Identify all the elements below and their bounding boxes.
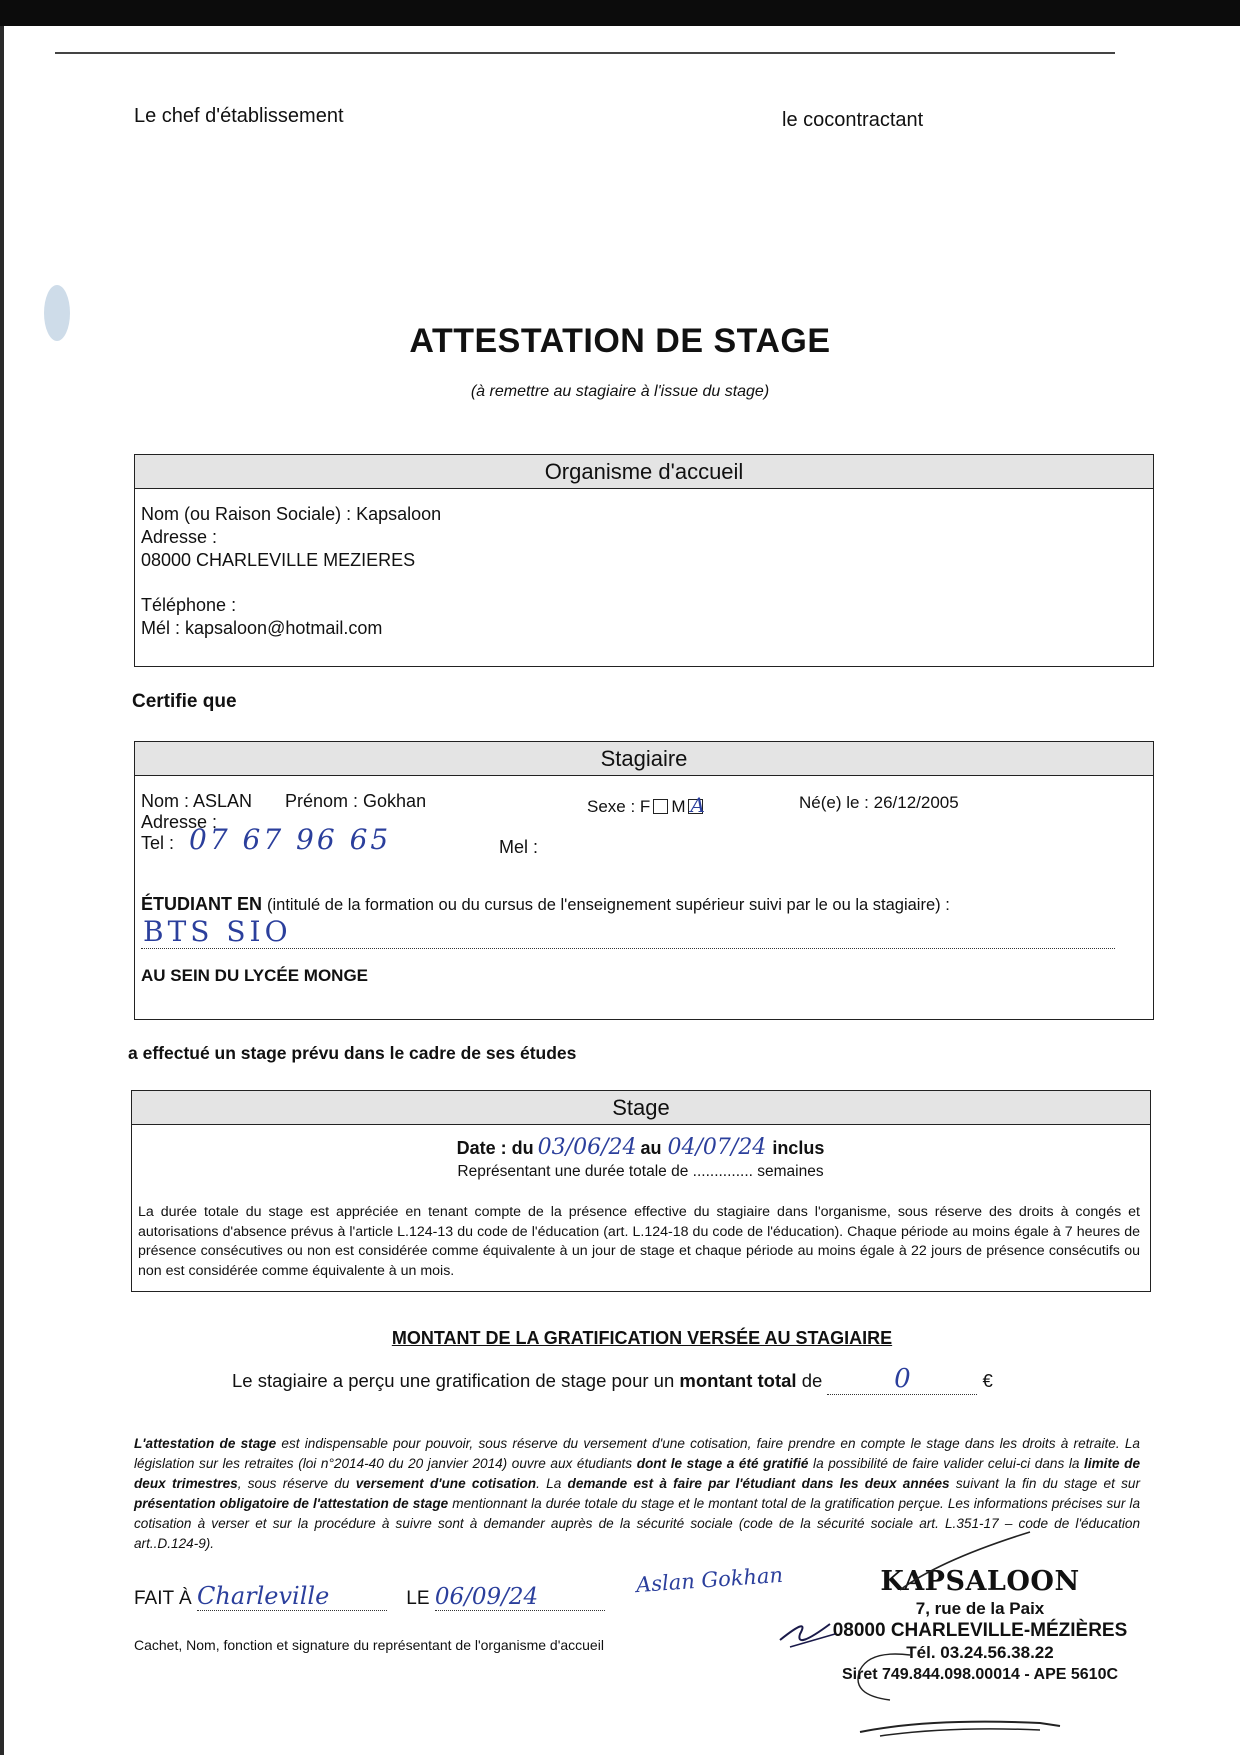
organisme-heading: Organisme d'accueil — [135, 455, 1153, 489]
stage-duree-suffix: semaines — [757, 1163, 824, 1180]
stage-heading: Stage — [132, 1091, 1150, 1125]
scribble-stroke-3 — [900, 1532, 1030, 1590]
fait-a-field — [197, 1582, 387, 1611]
stage-date-label: Date : du — [456, 1138, 534, 1158]
document-title: ATTESTATION DE STAGE — [409, 322, 831, 360]
formation-dotted-line — [141, 948, 1115, 949]
legal-b5: demande est à faire par l'étudiant dans les deux années — [567, 1476, 950, 1491]
document-subtitle: (à remettre au stagiaire à l'issue du stage) — [470, 383, 770, 400]
stagiaire-prenom: Prénom : Gokhan — [285, 791, 427, 811]
stagiaire-heading: Stagiaire — [135, 742, 1153, 776]
sexe-f-checkbox[interactable] — [653, 799, 668, 814]
gratification-de: de — [801, 1370, 823, 1391]
stage-date-from: 03/06/24 — [537, 1135, 637, 1160]
legal-b2: dont le stage a été gratifié — [636, 1456, 809, 1471]
stagiaire-tel-value: 07 67 96 65 — [189, 823, 392, 856]
stage-date-line — [132, 1135, 1149, 1160]
organisme-adresse-value: 08000 CHARLEVILLE MEZIERES — [141, 550, 416, 570]
organisme-box — [134, 454, 1154, 667]
etudiant-en-label: ÉTUDIANT EN — [141, 894, 262, 914]
organisme-telephone-label: Téléphone : — [141, 595, 237, 615]
gratification-amount-field — [827, 1364, 977, 1395]
stamp-tel: Tél. 03.24.56.38.22 — [906, 1643, 1054, 1662]
stagiaire-tel-label: Tel : — [141, 833, 175, 853]
fait-a-line — [134, 1582, 605, 1611]
scan-border-top — [0, 0, 1240, 26]
organisme-nom: Nom (ou Raison Sociale) : Kapsaloon — [141, 504, 442, 524]
stagiaire-sexe — [587, 793, 705, 817]
legal-b6: présentation obligatoire de l'attestation de stage — [134, 1496, 449, 1511]
stagiaire-naissance: Né(e) le : 26/12/2005 — [799, 793, 959, 812]
stage-date-to: 04/07/24 — [667, 1135, 767, 1160]
signer-name: Aslan Gokhan — [635, 1562, 784, 1598]
legal-b4: versement d'une cotisation — [355, 1476, 537, 1491]
stage-duree-dots: .............. — [692, 1163, 753, 1180]
stage-note: La durée totale du stage est appréciée en tenant compte de la présence effective du stagiaire dans l'organisme, sous réserve des droits à congés et autorisations d'absence prévus à l'article L.124-13 du code de l'éducation (art. L.124-18 du code de l'éducation). Chaque période au moins égale à 7 heures de présence consécutives ou non est considérée comme équivalente à un jour de stage et chaque période au moins égale à 22 jours de présence consécutifs ou non est considérée comme équivalente à un mois. — [138, 1204, 1140, 1279]
stamp-street: 7, rue de la Paix — [915, 1599, 1045, 1618]
stagiaire-nom: Nom : ASLAN — [141, 791, 253, 811]
lycee-line: AU SEIN DU LYCÉE MONGE — [141, 966, 369, 985]
scribble-stroke-6 — [880, 1729, 1040, 1736]
stamp-name: KAPSALOON — [880, 1566, 1080, 1597]
legal-t3: , sous réserve du — [237, 1476, 356, 1491]
scribble-stroke-5 — [860, 1722, 1060, 1732]
top-rule — [55, 52, 1115, 54]
scribble-stroke-4 — [858, 1654, 910, 1700]
stage-au-label: au — [640, 1138, 662, 1158]
organisme-mel: Mél : kapsaloon@hotmail.com — [141, 618, 383, 638]
stagiaire-adresse-label: Adresse : — [141, 812, 218, 832]
fait-a-value: Charleville — [197, 1582, 330, 1610]
gratification-currency: € — [982, 1370, 993, 1391]
legal-t5: suivant la fin du stage et sur — [949, 1476, 1141, 1491]
le-value: 06/09/24 — [434, 1584, 539, 1610]
legal-b1: L'attestation de stage — [134, 1436, 277, 1451]
legal-t1: est indispensable pour pouvoir, sous réserve du versement d'une cotisation, faire prendre en compte le stage dans les droits à retraite. La législation sur les retraites (loi n°2014-40 du 20 janvier 2014) ouvre aux étudiants — [134, 1436, 1140, 1471]
stagiaire-box — [134, 741, 1154, 1020]
gratification-heading: MONTANT DE LA GRATIFICATION VERSÉE AU STAGIAIRE — [391, 1328, 893, 1348]
stage-box — [131, 1090, 1151, 1292]
le-field — [435, 1584, 605, 1611]
legal-t6: mentionnant la durée totale du stage et le montant total de la gratification perçue. Les informations précises sur la cotisation à verser et sur la procédure à suivre sont à demander auprès de la sécurité sociale (code de la sécurité sociale art. L.351-17 – code de l'éducation art..D.124-9). — [134, 1496, 1140, 1551]
sexe-m-mark: A — [690, 793, 705, 817]
sexe-m-label: M — [671, 797, 686, 816]
stage-duree-prefix: Représentant une durée totale de — [457, 1163, 689, 1180]
certifie-que: Certifie que — [132, 691, 237, 712]
stage-duree-line — [132, 1163, 1149, 1181]
fait-a-label: FAIT À — [134, 1588, 192, 1609]
etudiant-en-line — [141, 894, 950, 915]
stamp-siret: Siret 749.844.098.00014 - APE 5610C — [841, 1666, 1119, 1683]
stamp-city: 08000 CHARLEVILLE-MÉZIÈRES — [832, 1620, 1128, 1641]
legal-b3: limite de deux trimestres — [134, 1456, 1141, 1491]
scan-border-left — [0, 26, 4, 1755]
gratification-line — [232, 1364, 993, 1395]
organisme-adresse-label: Adresse : — [141, 527, 218, 547]
effectue-line: a effectué un stage prévu dans le cadre de ses études — [128, 1043, 577, 1063]
legal-t4: . La — [536, 1476, 568, 1491]
chef-etablissement-label: Le chef d'établissement — [134, 105, 344, 127]
gratification-amount: 0 — [894, 1364, 911, 1394]
stagiaire-mel-label: Mel : — [499, 837, 539, 857]
cocontractant-label: le cocontractant — [782, 109, 924, 131]
etudiant-en-desc: (intitulé de la formation ou du cursus de l'enseignement supérieur suivi par le ou la stagiaire) : — [267, 896, 950, 914]
formation-value: BTS SIO — [143, 915, 292, 948]
stage-inclus: inclus — [772, 1138, 825, 1158]
gratification-bold: montant total — [679, 1370, 797, 1391]
le-label: LE — [406, 1588, 430, 1609]
signature-scribble — [740, 1520, 1100, 1740]
legal-t2: la possibilité de faire valider celui-ci dans la — [808, 1456, 1085, 1471]
gratification-prefix: Le stagiaire a perçu une gratification de stage pour un — [232, 1370, 675, 1391]
sexe-f-label: Sexe : F — [587, 797, 651, 816]
cachet-caption: Cachet, Nom, fonction et signature du représentant de l'organisme d'accueil — [134, 1637, 604, 1653]
